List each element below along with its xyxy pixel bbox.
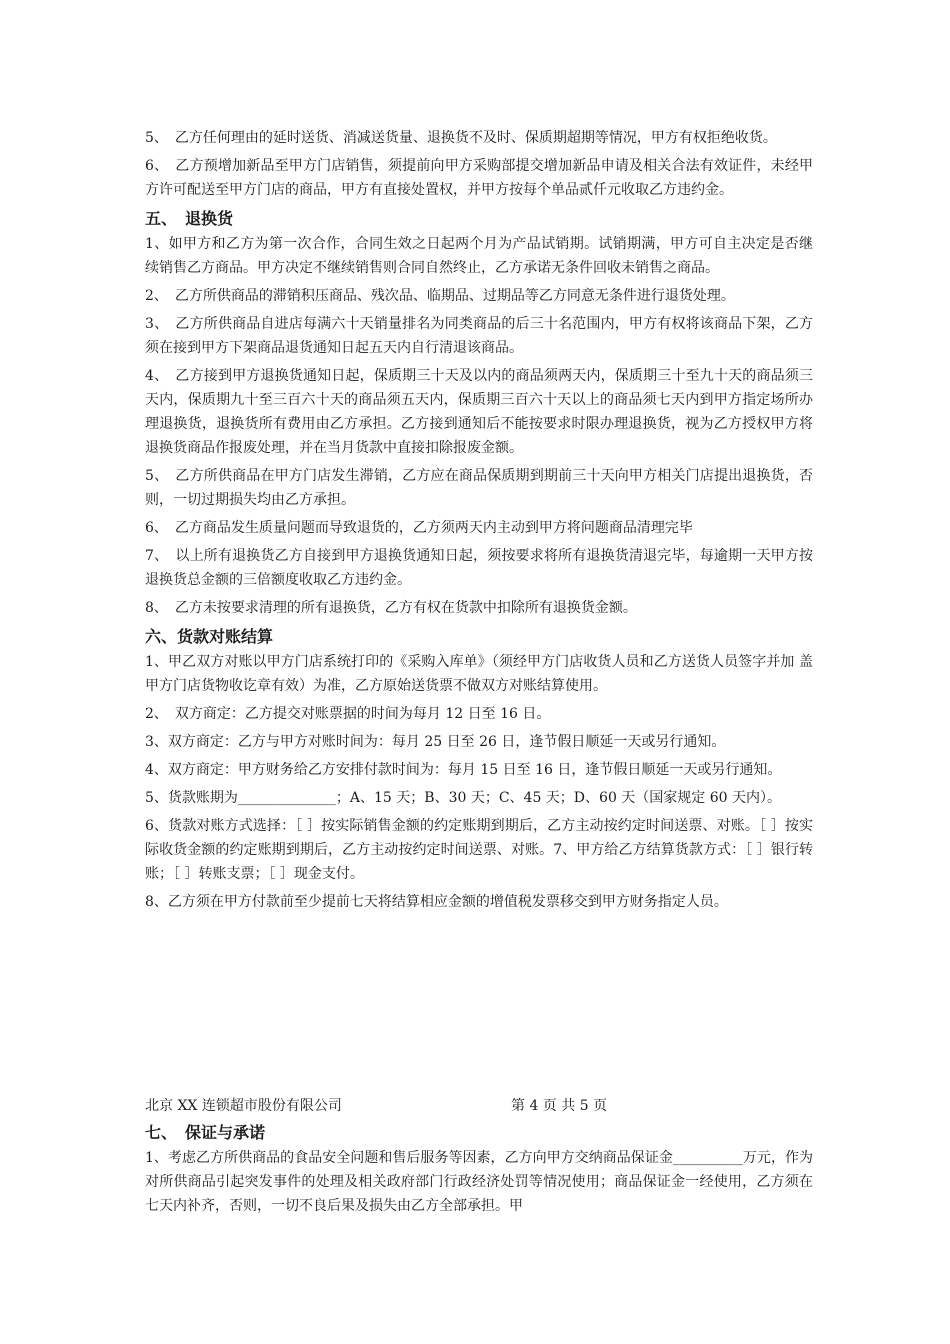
page-footer: [145, 1094, 813, 1118]
clause-5-6: 6、 乙方商品发生质量问题而导致退货的，乙方须两天内主动到甲方将问题商品清理完毕: [145, 520, 693, 536]
clause-5-8: 8、 乙方未按要求清理的所有退换货，乙方有权在货款中扣除所有退换货金额。: [145, 600, 637, 616]
clause-6-1: 1、甲乙双方对账以甲方门店系统打印的《采购入库单》（须经甲方门店收货人员和乙方送货人员签字并加 盖甲方门店货物收讫章有效）为准，乙方原始送货票不做双方对账结算使用。: [145, 654, 813, 694]
clause-6-3: 3、双方商定：乙方与甲方对账时间为：每月 25 日至 26 日，逢节假日顺延一天或另行通知。: [145, 734, 726, 750]
clause-5-1: 1、如甲方和乙方为第一次合作，合同生效之日起两个月为产品试销期。试销期满，甲方可自主决定是否继 续销售乙方商品。甲方决定不继续销售则合同自然终止，乙方承诺无条件回收未销售之商品。: [145, 236, 813, 276]
clause-6-2: 2、 双方商定：乙方提交对账票据的时间为每月 12 日至 16 日。: [145, 706, 551, 722]
section-5-heading: 五、 退换货: [145, 209, 234, 228]
clause-5-4: 4、 乙方接到甲方退换货通知日起，保质期三十天及以内的商品须两天内，保质期三十至九十天的商品须三 天内，保质期九十至三百六十天的商品须五天内，保质期三百六十天以上的商品须七天内到甲方指定场所办理退换货，退换货所有费用由乙方承担。乙方接到通知后不能按要求时限办理退换货，视为乙方授权甲方将退换货商品作报废处理，并在当月货款中直接扣除报废金额。: [145, 368, 813, 456]
clause-6-4: 4、双方商定：甲方财务给乙方安排付款时间为：每月 15 日至 16 日，逢节假日顺延一天或另行通知。: [145, 762, 782, 778]
clause-6-5: 5、货款账期为______________；A、15 天；B、30 天；C、45 天；D、60 天（国家规定 60 天内）。: [145, 790, 782, 806]
clause-5-2: 2、 乙方所供商品的滞销积压商品、残次品、临期品、过期品等乙方同意无条件进行退货处理。: [145, 288, 735, 304]
clause-5-3: 3、 乙方所供商品自进店每满六十天销量排名为同类商品的后三十名范围内，甲方有权将该商品下架，乙方 须在接到甲方下架商品退货通知日起五天内自行清退该商品。: [145, 316, 813, 356]
footer-company-name: 北京 XX 连锁超市股份有限公司: [145, 1098, 342, 1114]
contract-body-continued: [145, 1120, 813, 1222]
clause-6-8: 8、乙方须在甲方付款前至少提前七天将结算相应金额的增值税发票移交到甲方财务指定人员。: [145, 894, 728, 910]
contract-body: [145, 126, 813, 918]
clause-4-6: 6、 乙方预增加新品至甲方门店销售，须提前向甲方采购部提交增加新品申请及相关合法有效证件，未经甲 方许可配送至甲方门店的商品，甲方有直接处置权，并甲方按每个单品贰仟元收取乙方违约金。: [145, 158, 813, 198]
clause-7-1: 1、考虑乙方所供商品的食品安全问题和售后服务等因素，乙方向甲方交纳商品保证金__________万元，作为 对所供商品引起突发事件的处理及相关政府部门行政经济处罚等情况使用；商品保证金一经使用，乙方须在七天内补齐，否则，一切不良后果及损失由乙方全部承担。甲: [145, 1150, 813, 1214]
clause-5-5: 5、 乙方所供商品在甲方门店发生滞销，乙方应在商品保质期到期前三十天向甲方相关门店提出退换货，否 则，一切过期损失均由乙方承担。: [145, 468, 813, 508]
clause-5-7: 7、 以上所有退换货乙方自接到甲方退换货通知日起，须按要求将所有退换货清退完毕，每逾期一天甲方按 退换货总金额的三倍额度收取乙方违约金。: [145, 548, 813, 588]
section-6-heading: 六、货款对账结算: [145, 627, 274, 646]
footer-page-number: 第 4 页 共 5 页: [511, 1098, 608, 1114]
section-7-heading: 七、 保证与承诺: [145, 1123, 266, 1142]
clause-4-5: 5、 乙方任何理由的延时送货、消减送货量、退换货不及时、保质期超期等情况，甲方有权拒绝收货。: [145, 130, 777, 146]
clause-6-6: 6、货款对账方式选择：［ ］按实际销售金额的约定账期到期后，乙方主动按约定时间送票、对账。［ ］按实际收货金额的约定账期到期后，乙方主动按约定时间送票、对账。7、甲方给乙方结算货款方式：［ ］银行转账；［ ］转账支票；［ ］现金支付。: [145, 818, 813, 882]
